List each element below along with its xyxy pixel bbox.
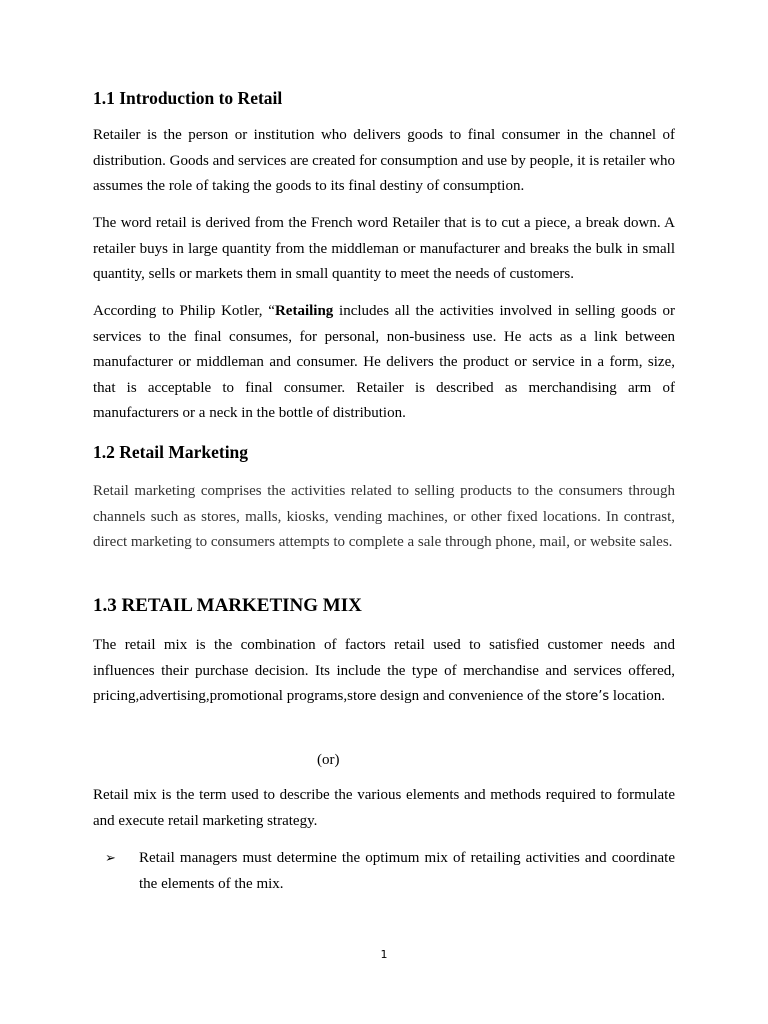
paragraph-retailer-definition: Retailer is the person or institution who delivers goods to final consumer in the channel of distribution. Goods and services are created for consumption and use by people, it is retailer who assumes the role of taking the goods to its final destiny of consumption. — [93, 127, 675, 194]
page-number: 1 — [380, 948, 388, 961]
or-separator: (or) — [317, 752, 340, 768]
paragraph-retail-mix — [93, 633, 675, 710]
paragraph-retail-mix-term: Retail mix is the term used to describe the various elements and methods required to formulate and execute retail marketing strategy. — [93, 787, 675, 829]
heading-retail-marketing-mix: 1.3 RETAIL MARKETING MIX — [93, 595, 362, 616]
arrow-bullet-icon: ➢ — [105, 851, 116, 866]
heading-introduction-to-retail: 1.1 Introduction to Retail — [93, 88, 283, 108]
bullet-item-retail-managers: Retail managers must determine the optimum mix of retailing activities and coordinate the elements of the mix. — [139, 850, 675, 892]
paragraph-kotler-definition — [93, 299, 675, 427]
kotler-rest: includes all the activities involved in selling goods or services to the final consumes, for personal, non-business use. He acts as a link between manufacturer or middleman and consumer. He delivers the product or service in a form, size, that is acceptable to final consumer. Retailer is described as merchandising arm of manufacturers or a neck in the bottle of distribution. — [93, 303, 675, 421]
paragraph-retail-marketing: Retail marketing comprises the activities related to selling products to the consumers through channels such as stores, malls, kiosks, vending machines, or other fixed locations. In contrast, direct marketing to consumers attempts to complete a sale through phone, mail, or website sales. — [93, 483, 675, 550]
paragraph-word-retail-origin: The word retail is derived from the French word Retailer that is to cut a piece, a break down. A retailer buys in large quantity from the middleman or manufacturer and breaks the bulk in small quantity, sells or markets them in small quantity to meet the needs of customers. — [93, 215, 675, 282]
kotler-prefix: According to Philip Kotler, “ — [93, 303, 275, 319]
retailing-term: Retailing — [274, 303, 334, 319]
retail-mix-main: The retail mix is the combination of factors retail used to satisfied customer needs and influences their purchase decision. Its include the type of merchandise and services offered, pricing,advertising,promotional programs,store design and convenience of the — [93, 637, 675, 704]
retail-mix-end: location. — [609, 688, 665, 704]
heading-retail-marketing: 1.2 Retail Marketing — [93, 442, 249, 462]
store-word: store’s — [565, 689, 610, 704]
